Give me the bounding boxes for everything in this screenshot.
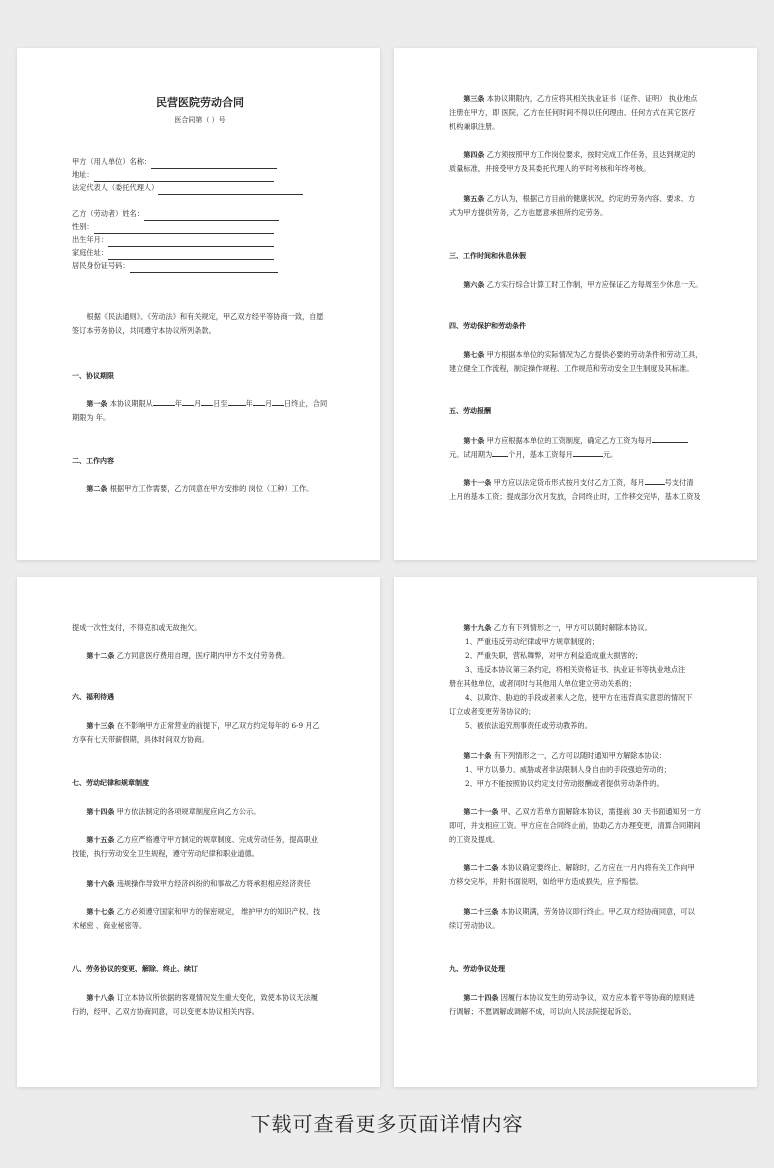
party-a-rep-field: 法定代表人（委托代理人）	[72, 182, 328, 195]
document-page-1	[17, 48, 380, 560]
article-19: 第十九条 乙方有下列情形之一，甲方可以随时解除本协议。 1、严重违反劳动纪律或甲方规章制度的； 2、严重失职，营私舞弊，对甲方利益造成重大损害的； 3、违反本协议第三条约定，将相关资格证书、执业证书等执业地点注 册在其他单位，或者同时与其他用人单位建立劳动关系的； 4、以欺诈、胁迫的手段或者乘人之危，使甲方在违背真实意思的情况下 订立或者变更劳务协议的； 5、被依法追究刑事责任或劳动教养的。	[449, 621, 705, 733]
article-24: 第二十四条 因履行本协议发生的劳动争议，双方应本着平等协商的原则进 行调解；不愿调解或调解不成，可以向人民法院提起诉讼。	[449, 993, 695, 1016]
section-4-heading: 四、劳动保护和劳动条件	[449, 322, 526, 330]
article-18: 第十八条 订立本协议所依据的客观情况发生重大变化，致使本协议无法履 行的，经甲、乙双方协商同意，可以变更本协议相关内容。	[72, 993, 318, 1016]
document-page-2	[394, 48, 757, 560]
article-19-item-3: 3、违反本协议第三条约定，将相关资格证书、执业证书等执业地点注	[465, 665, 686, 674]
article-13: 第十三条 在不影响甲方正常营业的前提下，甲乙双方约定每年的 6-9 月乙 方享有七天带薪假期，具体时间双方协商。	[72, 721, 320, 744]
download-more-link[interactable]: 下载可查看更多页面详情内容	[250, 1112, 524, 1136]
article-20-item-1: 1、甲方以暴力、威胁或者非法限制人身自由的手段强迫劳动的；	[465, 765, 671, 774]
party-b-address-field: 家庭住址：	[72, 247, 328, 260]
article-5: 第五条 乙方认为，根据己方目前的健康状况，约定的劳务内容、要求、方 式为甲方提供劳务，乙方也愿意承担所约定劳务。	[449, 194, 696, 217]
document-page-3	[17, 577, 380, 1087]
article-22: 第二十二条 本协议确定要终止、解除时，乙方应在一月内将有关工作向甲 方移交完毕，并附书面说明，如给甲方造成损失，应予赔偿。	[449, 863, 695, 886]
section-5-heading: 五、劳动报酬	[449, 407, 491, 415]
document-title: 民营医院劳动合同	[156, 96, 244, 109]
article-14: 第十四条 甲方依法制定的各项规章制度应向乙方公示。	[86, 807, 261, 816]
article-7: 第七条 甲方根据本单位的实际情况为乙方提供必要的劳动条件和劳动工具， 建立健全工作流程，制定操作规程、工作规范和劳动安全卫生制度及其标准。	[449, 350, 703, 373]
article-2: 第二条 根据甲方工作需要，乙方同意在甲方安排的 岗位（工种）工作。	[86, 484, 314, 493]
article-17: 第十七条 乙方必须遵守国家和甲方的保密规定， 维护甲方的知识产权、技 术秘密 、商业秘密等。	[72, 907, 321, 930]
document-page-4	[394, 577, 757, 1087]
party-b-gender-field: 性别：	[72, 221, 328, 234]
article-10: 第十条 甲方应根据本单位的工资制度，确定乙方工资为每月 元。试用期为 个月，基本工资每月 元。	[449, 434, 705, 462]
party-b-fields	[72, 208, 328, 273]
article-20: 第二十条 有下列情形之一，乙方可以随时通知甲方解除本协议： 1、甲方以暴力、威胁或者非法限制人身自由的手段强迫劳动的； 2、甲方不能按照协议约定支付劳动报酬或者提供劳动条件的。	[449, 749, 705, 791]
article-23: 第二十三条 本协议期满，劳务协议即行终止。甲乙双方经协商同意，可以 续订劳动协议。	[449, 907, 695, 930]
section-3-heading: 三、工作时间和休息休假	[449, 252, 526, 260]
article-21: 第二十一条 甲、乙双方若单方面解除本协议，需提前 30 天书面通知另一方 即可，并支相应工资。甲方应在合同终止前，协助乙方办理变更，清算合同期间 的工资及提成。	[449, 807, 702, 844]
article-3: 第三条 本协议期限内，乙方应将其相关执业证书（证件、证明） 执业地点 注册在甲方，即 医院，乙方在任何时间不得以任何理由、任何方式在其它医疗 机构兼职注册。	[449, 94, 698, 131]
article-16: 第十六条 违规操作导致甲方经济纠纷的和事故乙方将承担相应经济责任	[86, 879, 311, 888]
party-b-id-field: 居民身份证号码：	[72, 260, 328, 273]
article-11: 第十一条 甲方应以法定货币形式按月支付乙方工资，每月 号支付清 上月的基本工资；提成部分次月发放，合同终止时，工作移交完毕，基本工资及	[449, 478, 701, 501]
article-12: 第十二条 乙方同意医疗费用自理，医疗期内甲方不支付劳务费。	[86, 651, 290, 660]
section-2-heading: 二、工作内容	[72, 457, 114, 465]
contract-number: 医合同第（ ）号	[174, 116, 226, 125]
section-7-heading: 七、劳动纪律和规章制度	[72, 779, 149, 787]
section-1-heading: 一、协议期限	[72, 372, 114, 380]
article-4: 第四条 乙方须按照甲方工作岗位要求，按时完成工作任务，且达到规定的 质量标准，并接受甲方及其委托代理人的平时考核和年终考核。	[449, 150, 696, 173]
party-a-name-field: 甲方（用人单位）名称：	[72, 156, 328, 169]
intro-paragraph: 根据《民法通则》、《劳动法》和有关规定，甲乙双方经平等协商一致，自愿 签订本劳务协议，共同遵守本协议所列条款。	[72, 312, 324, 335]
article-19-item-5: 5、被依法追究刑事责任或劳动教养的。	[465, 721, 592, 730]
party-a-address-field: 地址：	[72, 169, 328, 182]
article-19-item-4: 4、以欺诈、胁迫的手段或者乘人之危，使甲方在违背真实意思的情况下	[465, 693, 693, 702]
section-9-heading: 九、劳动争议处理	[449, 965, 505, 973]
article-20-item-2: 2、甲方不能按照协议约定支付劳动报酬或者提供劳动条件的。	[465, 779, 664, 788]
section-8-heading: 八、劳务协议的变更、解除、终止、续订	[72, 965, 198, 973]
article-19-item-2: 2、严重失职，营私舞弊，对甲方利益造成重大损害的；	[465, 651, 643, 660]
article-11-continued: 提成一次性支付，不得克扣或无故拖欠。	[72, 623, 202, 632]
party-b-birth-field: 出生年月：	[72, 234, 328, 247]
article-1: 第一条 本协议期限从 年 月 日至 年 月 日终止，合同 期限为 年。	[72, 399, 328, 422]
party-a-fields	[72, 156, 328, 195]
article-6: 第六条 乙方实行综合计算工时工作制，甲方应保证乙方每周至少休息一天。	[463, 280, 703, 289]
article-19-item-1: 1、严重违反劳动纪律或甲方规章制度的；	[465, 637, 599, 646]
party-b-name-field: 乙方（劳动者）姓名：	[72, 208, 328, 221]
article-15: 第十五条 乙方应严格遵守甲方制定的规章制度、完成劳动任务，提高职业 技能，执行劳动安全卫生规程，遵守劳动纪律和职业道德。	[72, 835, 318, 858]
section-6-heading: 六、福利待遇	[72, 693, 114, 701]
